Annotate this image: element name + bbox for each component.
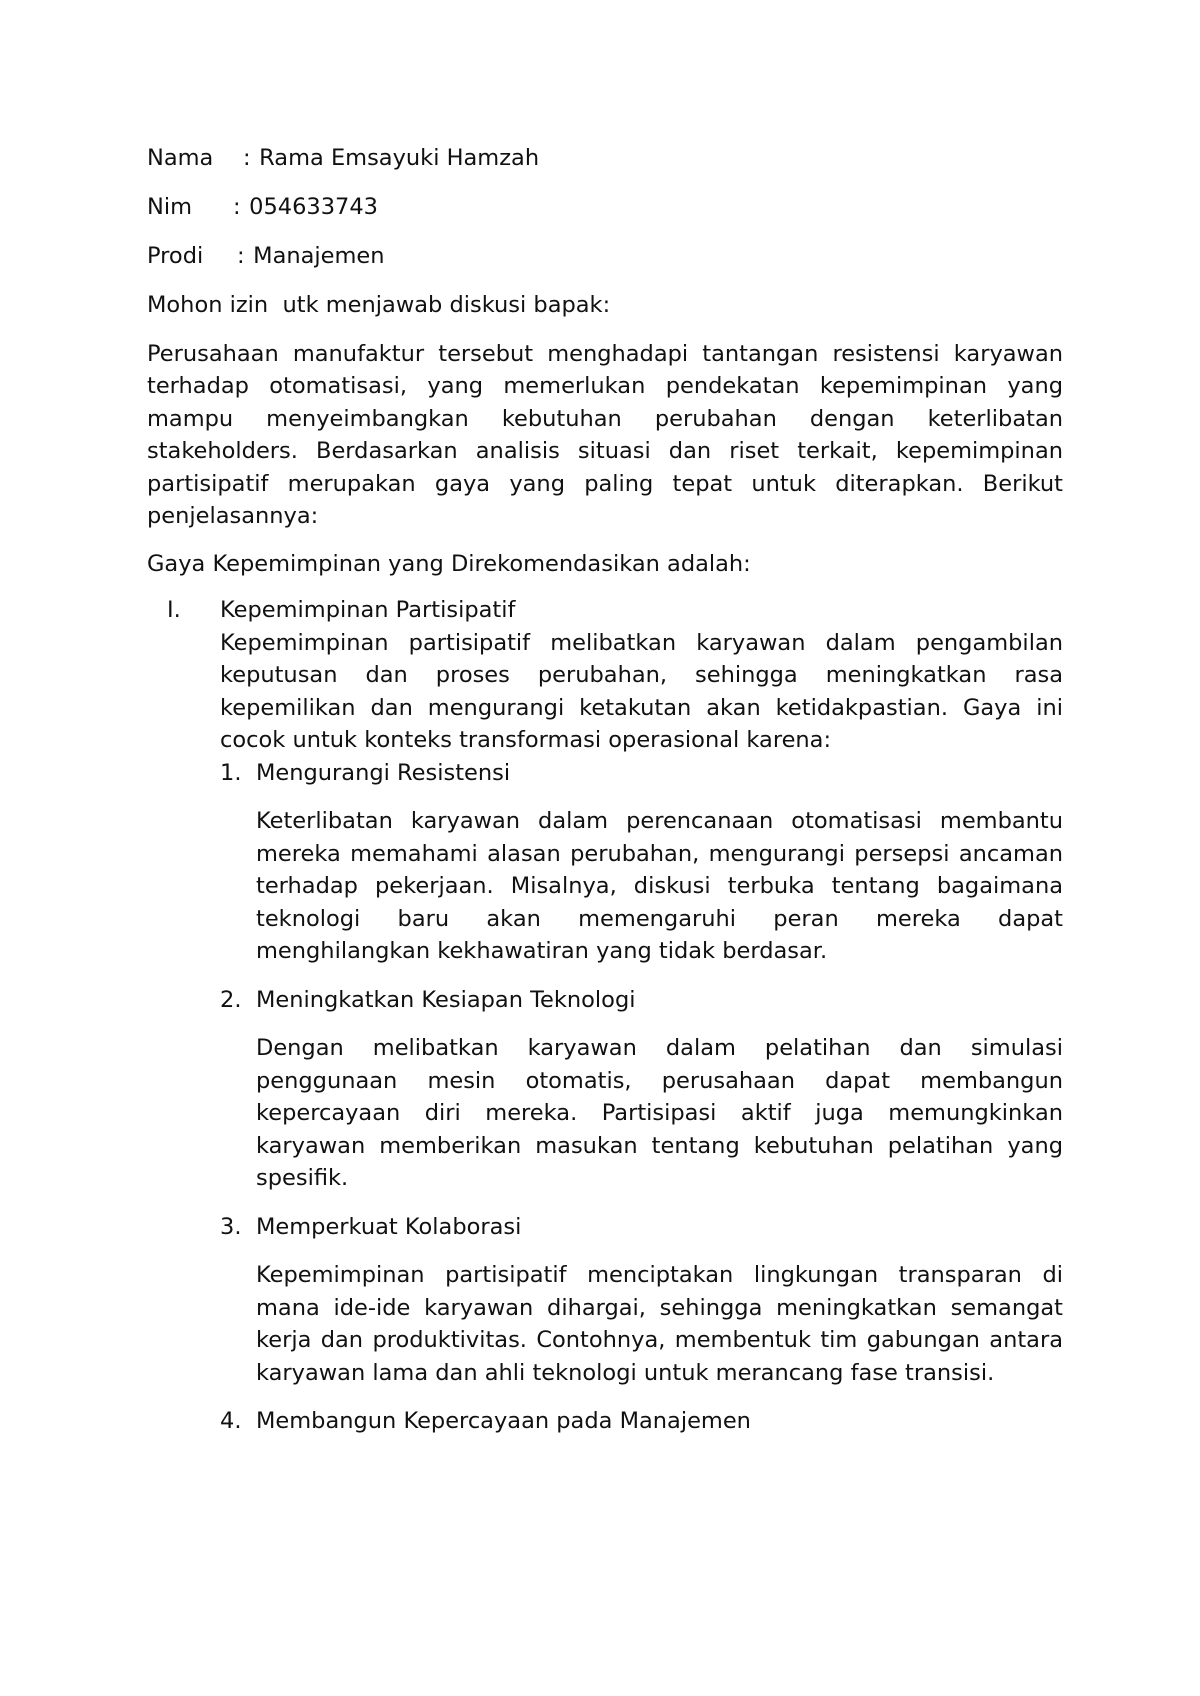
list-item [220, 984, 1063, 1195]
reasons-list [220, 757, 1063, 1438]
student-id: 054633743 [249, 194, 378, 220]
field-separator: : [237, 243, 245, 269]
field-separator: : [233, 194, 241, 220]
recommendation-heading: Gaya Kepemimpinan yang Direkomendasikan adalah: [147, 550, 751, 577]
item-title: Memperkuat Kolaborasi [256, 1213, 522, 1240]
document-content [147, 142, 1063, 1454]
section-description: Kepemimpinan partisipatif melibatkan karyawan dalam pengambilan keputusan dan proses perubahan, sehingga meningkatkan rasa kepemilikan dan mengurangi ketakutan akan ketidakpastian. Gaya ini cocok untuk konteks transformasi operasional karena: [220, 629, 1063, 753]
item-title: Mengurangi Resistensi [256, 759, 511, 786]
item-body: Kepemimpinan partisipatif menciptakan lingkungan transparan di mana ide-ide karyawan dihargai, sehingga meningkatkan semangat kerja dan produktivitas. Contohnya, membentuk tim gabungan antara karyawan lama dan ahli teknologi untuk merancang fase transisi. [256, 1262, 1063, 1386]
student-name: Rama Emsayuki Hamzah [259, 145, 540, 171]
field-row-nama [147, 142, 1063, 174]
greeting-line: Mohon izin utk menjawab diskusi bapak: [147, 292, 611, 318]
field-row-nim [147, 191, 1063, 223]
item-body: Keterlibatan karyawan dalam perencanaan otomatisasi membantu mereka memahami alasan perubahan, mengurangi persepsi ancaman terhadap pekerjaan. Misalnya, diskusi terbuka tentang bagaimana teknologi baru akan memengaruhi peran mereka dapat menghilangkan kekhawatiran yang tidak berdasar. [256, 808, 1063, 964]
field-row-prodi [147, 240, 1063, 272]
intro-paragraph: Perusahaan manufaktur tersebut menghadapi tantangan resistensi karyawan terhadap otomatisasi, yang memerlukan pendekatan kepemimpinan yang mampu menyeimbangkan kebutuhan perubahan dengan keterlibatan stakeholders. Berdasarkan analisis situasi dan riset terkait, kepemimpinan partisipatif merupakan gaya yang paling tepat untuk diterapkan. Berikut penjelasannya: [147, 340, 1063, 529]
field-value-nama [252, 142, 539, 174]
field-label-prodi: Prodi [147, 243, 204, 269]
list-item [220, 757, 1063, 968]
field-value-nim [242, 191, 378, 223]
item-number: 3. [220, 1213, 242, 1240]
list-item [220, 1211, 1063, 1390]
field-separator: : [243, 145, 251, 171]
item-number: 1. [220, 759, 242, 786]
item-number: 2. [220, 986, 242, 1013]
item-title: Membangun Kepercayaan pada Manajemen [256, 1408, 751, 1434]
study-program: Manajemen [253, 243, 385, 269]
item-title: Meningkatkan Kesiapan Teknologi [256, 986, 636, 1013]
field-label-nama: Nama [147, 145, 214, 171]
list-item [220, 1405, 1063, 1438]
leadership-section [147, 594, 1063, 1438]
section-title: Kepemimpinan Partisipatif [220, 597, 516, 623]
item-number: 4. [220, 1408, 242, 1434]
item-body: Dengan melibatkan karyawan dalam pelatihan dan simulasi penggunaan mesin otomatis, perusahaan dapat membangun kepercayaan diri mereka. Partisipasi aktif juga memungkinkan karyawan memberikan masukan tentang kebutuhan pelatihan yang spesifik. [256, 1035, 1063, 1191]
section-marker: I. [167, 597, 181, 623]
field-value-prodi [246, 240, 385, 272]
field-label-nim: Nim [147, 194, 192, 220]
